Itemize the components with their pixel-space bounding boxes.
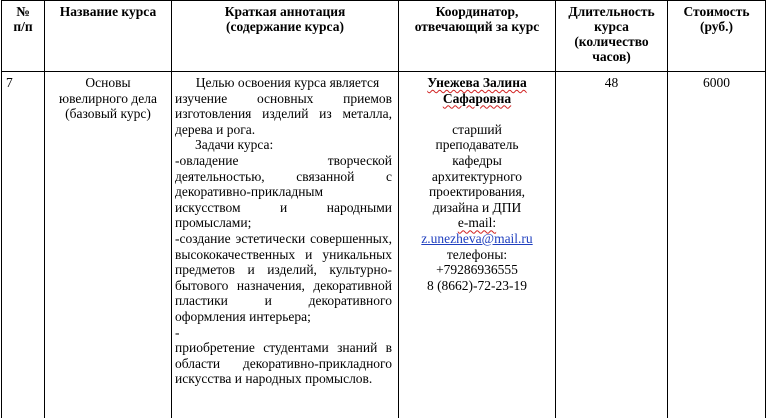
table-border-left [1,0,2,418]
header-duration: Длительность курса (количество часов) [568,4,655,64]
header-cost: Стоимость (руб.) [683,4,750,34]
table-border-right [765,0,766,418]
header-divider [1,71,765,72]
coordinator-phone: 8 (8662)-72-23-19 [426,277,528,293]
header-coordinator: Координатор, отвечающий за курс [414,4,540,34]
coordinator-phone: +79286936555 [436,262,518,278]
header-number: № п/п [13,4,33,34]
coordinator-name-patronymic: Сафаровна [442,90,512,106]
course-coordinator: Унежева Залина Сафаровна старший преподаватель кафедры архитектурного проектирования, дизайна и ДПИ e-mail: z.unezheva@mail.ru телефоны: +79286936555 8 (8662)-72-23-19 [400,75,554,293]
course-duration: 48 [604,75,619,90]
course-name: Основы ювелирного дела (базовый курс) [59,75,157,122]
column-divider [398,0,399,418]
column-divider [555,0,556,418]
coordinator-name: Унежева Залина [427,75,527,90]
column-divider [171,0,172,418]
header-course-name: Название курса [59,4,157,19]
course-annotation: Целью освоения курса является изучение основных приемов изготовления изделий из металла, дерева и рога. Задачи курса: -овладение творческой деятельностью, связанной с декоративно-прикладным искусством и народными промыслами; -создание эстетически совершенных, высококачественных и уникальных предметов и изделий, культурно- бытового назначения, декоративной пластики и декоративного оформления интерьера; - приобретение студентами знаний в области декоративно-прикладного искусства и народных промыслов. [175,75,392,387]
column-divider [44,0,45,418]
header-annotation: Краткая аннотация (содержание курса) [224,4,346,34]
table-border-top [1,0,765,1]
column-divider [667,0,668,418]
course-cost: 6000 [703,75,730,90]
row-number: 7 [6,75,13,90]
coordinator-email-link[interactable]: z.unezheva@mail.ru [421,230,533,246]
